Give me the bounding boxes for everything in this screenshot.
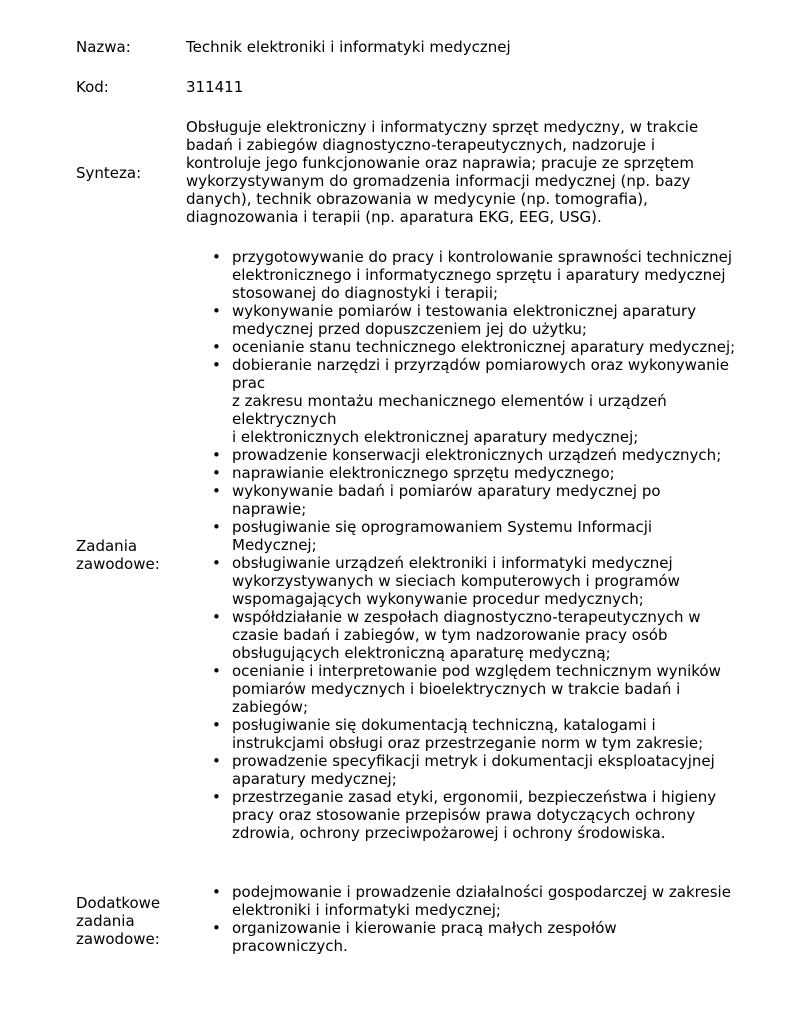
dodatkowe-label	[76, 894, 176, 948]
list-item-line: • prowadzenie specyfikacji metryk i dokumentacji eksploatacyjnej	[232, 752, 715, 770]
list-item-line: • przestrzeganie zasad etyki, ergonomii, bezpieczeństwa i higieny	[232, 788, 717, 806]
list-item-line: • wykonywanie badań i pomiarów aparatury medycznej po	[232, 482, 661, 500]
list-item	[186, 356, 766, 446]
list-item-line: medycznej przed dopuszczeniem jej do użytku;	[232, 320, 587, 338]
list-item-line: wykorzystywanych w sieciach komputerowych i programów	[232, 572, 680, 590]
list-item-line: • obsługiwanie urządzeń elektroniki i informatyki medycznej	[232, 554, 673, 572]
kod-value: 311411	[186, 78, 244, 96]
list-item-line: elektronicznego i informatycznego sprzętu i aparatury medycznej	[232, 266, 726, 284]
synteza-line: wykorzystywanym do gromadzenia informacji medycznej (np. bazy	[186, 172, 691, 190]
zadania-list	[186, 248, 766, 842]
list-item-line: • dobieranie narzędzi i przyrządów pomiarowych oraz wykonywanie	[232, 356, 730, 374]
list-item-line: • prowadzenie konserwacji elektronicznych urządzeń medycznych;	[232, 446, 722, 464]
list-item-line: wspomagających wykonywanie procedur medycznych;	[232, 590, 644, 608]
list-item	[186, 919, 766, 955]
synteza-line: diagnozowania i terapii (np. aparatura EKG, EEG, USG).	[186, 208, 602, 226]
dodatkowe-label-line: zadania	[76, 912, 135, 930]
zadania-label	[76, 537, 176, 573]
list-item-line: • posługiwanie się dokumentacją techniczną, katalogami i	[232, 716, 656, 734]
synteza-text	[186, 118, 746, 226]
synteza-label: Synteza:	[76, 164, 142, 182]
zadania-label-line: zawodowe:	[76, 555, 160, 573]
synteza-line: Obsługuje elektroniczny i informatyczny sprzęt medyczny, w trakcie	[186, 118, 699, 136]
list-item	[186, 464, 766, 482]
list-item-line: • przygotowywanie do pracy i kontrolowanie sprawności technicznej	[232, 248, 733, 266]
kod-label: Kod:	[76, 78, 109, 96]
dodatkowe-list	[186, 883, 766, 955]
list-item-line: • współdziałanie w zespołach diagnostyczno-terapeutycznych w	[232, 608, 701, 626]
list-item-line: • organizowanie i kierowanie pracą małych zespołów	[232, 919, 617, 937]
list-item-line: pomiarów medycznych i bioelektrycznych w trakcie badań i	[232, 680, 681, 698]
list-item-line: zabiegów;	[232, 698, 309, 716]
nazwa-label: Nazwa:	[76, 38, 131, 56]
list-item-line: pracowniczych.	[232, 937, 348, 955]
list-item	[186, 883, 766, 919]
list-item-line: • podejmowanie i prowadzenie działalności gospodarczej w zakresie	[232, 883, 731, 901]
list-item	[186, 482, 766, 518]
list-item-line: • ocenianie i interpretowanie pod względem technicznym wyników	[232, 662, 721, 680]
list-item-line: • ocenianie stanu technicznego elektronicznej aparatury medycznej;	[232, 338, 736, 356]
synteza-line: danych), technik obrazowania w medycynie (np. tomografia),	[186, 190, 648, 208]
list-item-line: aparatury medycznej;	[232, 770, 397, 788]
list-item-line: elektroniki i informatyki medycznej;	[232, 901, 501, 919]
list-item-line: pracy oraz stosowanie przepisów prawa dotyczących ochrony	[232, 806, 696, 824]
list-item-line: prac	[232, 374, 266, 392]
list-item-line: i elektronicznych elektronicznej aparatury medycznej;	[232, 428, 639, 446]
list-item	[186, 752, 766, 788]
synteza-line: kontroluje jego funkcjonowanie oraz naprawia; pracuje ze sprzętem	[186, 154, 695, 172]
list-item-line: Medycznej;	[232, 536, 317, 554]
list-item	[186, 518, 766, 554]
zadania-label-line: Zadania	[76, 537, 138, 555]
list-item-line: • wykonywanie pomiarów i testowania elektronicznej aparatury	[232, 302, 697, 320]
nazwa-value: Technik elektroniki i informatyki medycznej	[186, 38, 511, 56]
list-item-line: stosowanej do diagnostyki i terapii;	[232, 284, 499, 302]
list-item-line: elektrycznych	[232, 410, 337, 428]
list-item-line: instrukcjami obsługi oraz przestrzeganie norm w tym zakresie;	[232, 734, 704, 752]
list-item	[186, 608, 766, 662]
dodatkowe-label-line: Dodatkowe	[76, 894, 161, 912]
list-item-line: • naprawianie elektronicznego sprzętu medycznego;	[232, 464, 615, 482]
list-item	[186, 662, 766, 716]
list-item	[186, 788, 766, 842]
list-item-line: obsługujących elektroniczną aparaturę medyczną;	[232, 644, 611, 662]
list-item	[186, 446, 766, 464]
list-item-line: z zakresu montażu mechanicznego elementów i urządzeń	[232, 392, 667, 410]
list-item	[186, 554, 766, 608]
list-item-line: • posługiwanie się oprogramowaniem Systemu Informacji	[232, 518, 653, 536]
synteza-line: badań i zabiegów diagnostyczno-terapeutycznych, nadzoruje i	[186, 136, 656, 154]
dodatkowe-label-line: zawodowe:	[76, 930, 160, 948]
list-item-line: naprawie;	[232, 500, 307, 518]
list-item-line: zdrowia, ochrony przeciwpożarowej i ochrony środowiska.	[232, 824, 666, 842]
list-item-line: czasie badań i zabiegów, w tym nadzorowanie pracy osób	[232, 626, 668, 644]
list-item	[186, 338, 766, 356]
list-item	[186, 716, 766, 752]
list-item	[186, 302, 766, 338]
list-item	[186, 248, 766, 302]
